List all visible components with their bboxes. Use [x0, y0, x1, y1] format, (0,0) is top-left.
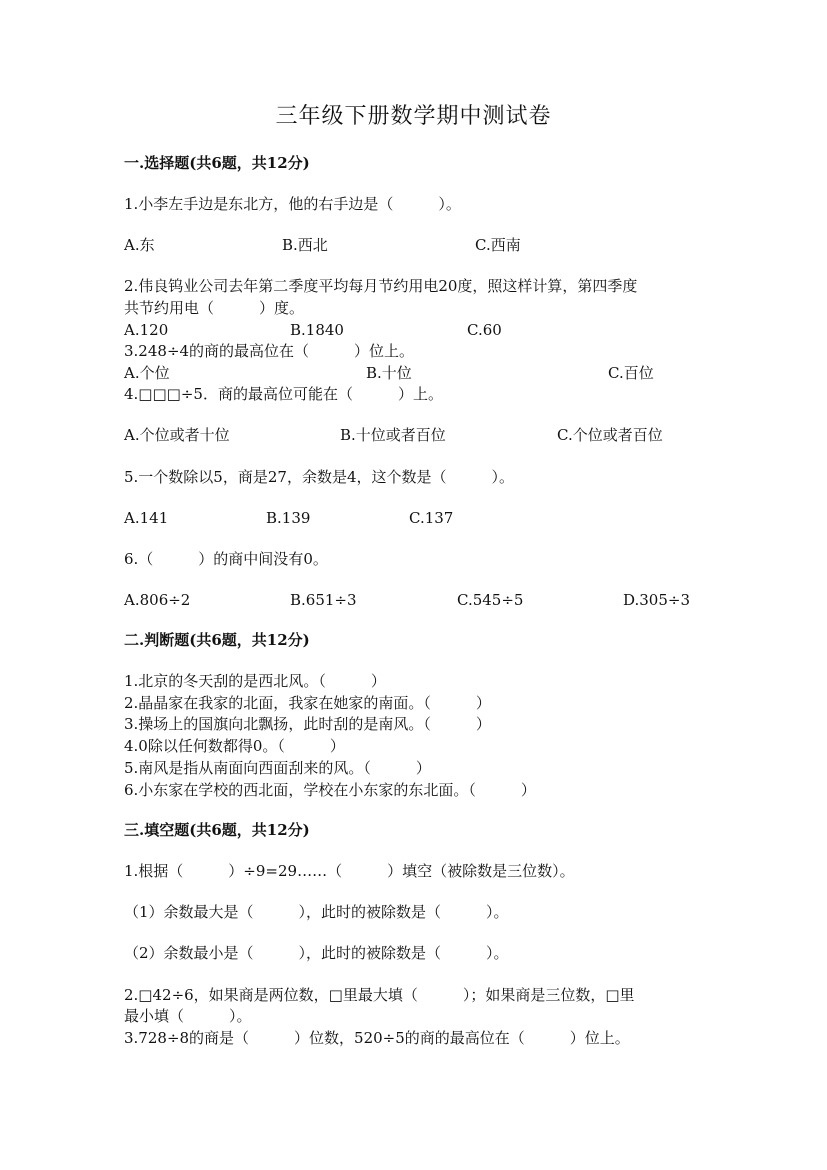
option-b: B.1840: [290, 321, 344, 339]
option-b: B.651÷3: [290, 591, 357, 609]
question-text: 2.□42÷6，如果商是两位数，□里最大填（ ）；如果商是三位数，□里: [124, 986, 635, 1004]
option-d: D.305÷3: [623, 591, 691, 609]
option-c: C.西南: [475, 236, 521, 254]
judge-item: 1.北京的冬天刮的是西北风。（ ）: [124, 672, 386, 690]
judge-item: 3.操场上的国旗向北飘扬，此时刮的是南风。（ ）: [124, 715, 491, 733]
section-heading-fill: 三.填空题(共6题，共12分): [124, 821, 310, 839]
option-a: A.806÷2: [124, 591, 191, 609]
option-a: A.120: [124, 321, 169, 339]
option-c: C.百位: [608, 364, 654, 382]
question-text: 2.伟良钨业公司去年第二季度平均每月节约用电20度，照这样计算，第四季度: [124, 277, 638, 295]
question-text: 1.根据（ ）÷9=29……（ ）填空（被除数是三位数）。: [124, 862, 575, 880]
page-title: 三年级下册数学期中测试卷: [275, 104, 552, 129]
question-text: 4.□□□÷5．商的最高位可能在（ ）上。: [124, 385, 443, 403]
question-text: 3.248÷4的商的最高位在（ ）位上。: [124, 342, 415, 360]
judge-item: 2.晶晶家在我家的北面，我家在她家的南面。（ ）: [124, 694, 491, 712]
option-b: B.十位或者百位: [340, 426, 446, 444]
option-b: B.十位: [366, 364, 412, 382]
option-c: C.60: [467, 321, 502, 339]
question-text: 最小填（ ）。: [124, 1007, 252, 1025]
judge-item: 6.小东家在学校的西北面，学校在小东家的东北面。（ ）: [124, 781, 536, 799]
option-b: B.139: [266, 509, 311, 527]
option-c: C.545÷5: [457, 591, 524, 609]
option-a: A.个位或者十位: [124, 426, 230, 444]
section-heading-choice: 一.选择题(共6题，共12分): [124, 154, 310, 172]
option-a: A.141: [124, 509, 169, 527]
question-text: 3.728÷8的商是（ ）位数，520÷5的商的最高位在（ ）位上。: [124, 1029, 630, 1047]
judge-item: 5.南风是指从南面向西面刮来的风。（ ）: [124, 759, 431, 777]
option-a: A.个位: [124, 364, 170, 382]
question-text: 6.（ ）的商中间没有0。: [124, 550, 328, 568]
sub-question: （1）余数最大是（ ），此时的被除数是（ ）。: [124, 903, 509, 921]
question-text: 1.小李左手边是东北方，他的右手边是（ ）。: [124, 195, 461, 213]
option-b: B.西北: [282, 236, 328, 254]
option-a: A.东: [124, 236, 155, 254]
question-text: 共节约用电（ ）度。: [124, 299, 305, 317]
option-c: C.137: [409, 509, 454, 527]
judge-item: 4.0除以任何数都得0。（ ）: [124, 737, 345, 755]
question-text: 5.一个数除以5，商是27，余数是4，这个数是（ ）。: [124, 468, 514, 486]
section-heading-judge: 二.判断题(共6题，共12分): [124, 631, 310, 649]
sub-question: （2）余数最小是（ ），此时的被除数是（ ）。: [124, 944, 509, 962]
option-c: C.个位或者百位: [557, 426, 663, 444]
